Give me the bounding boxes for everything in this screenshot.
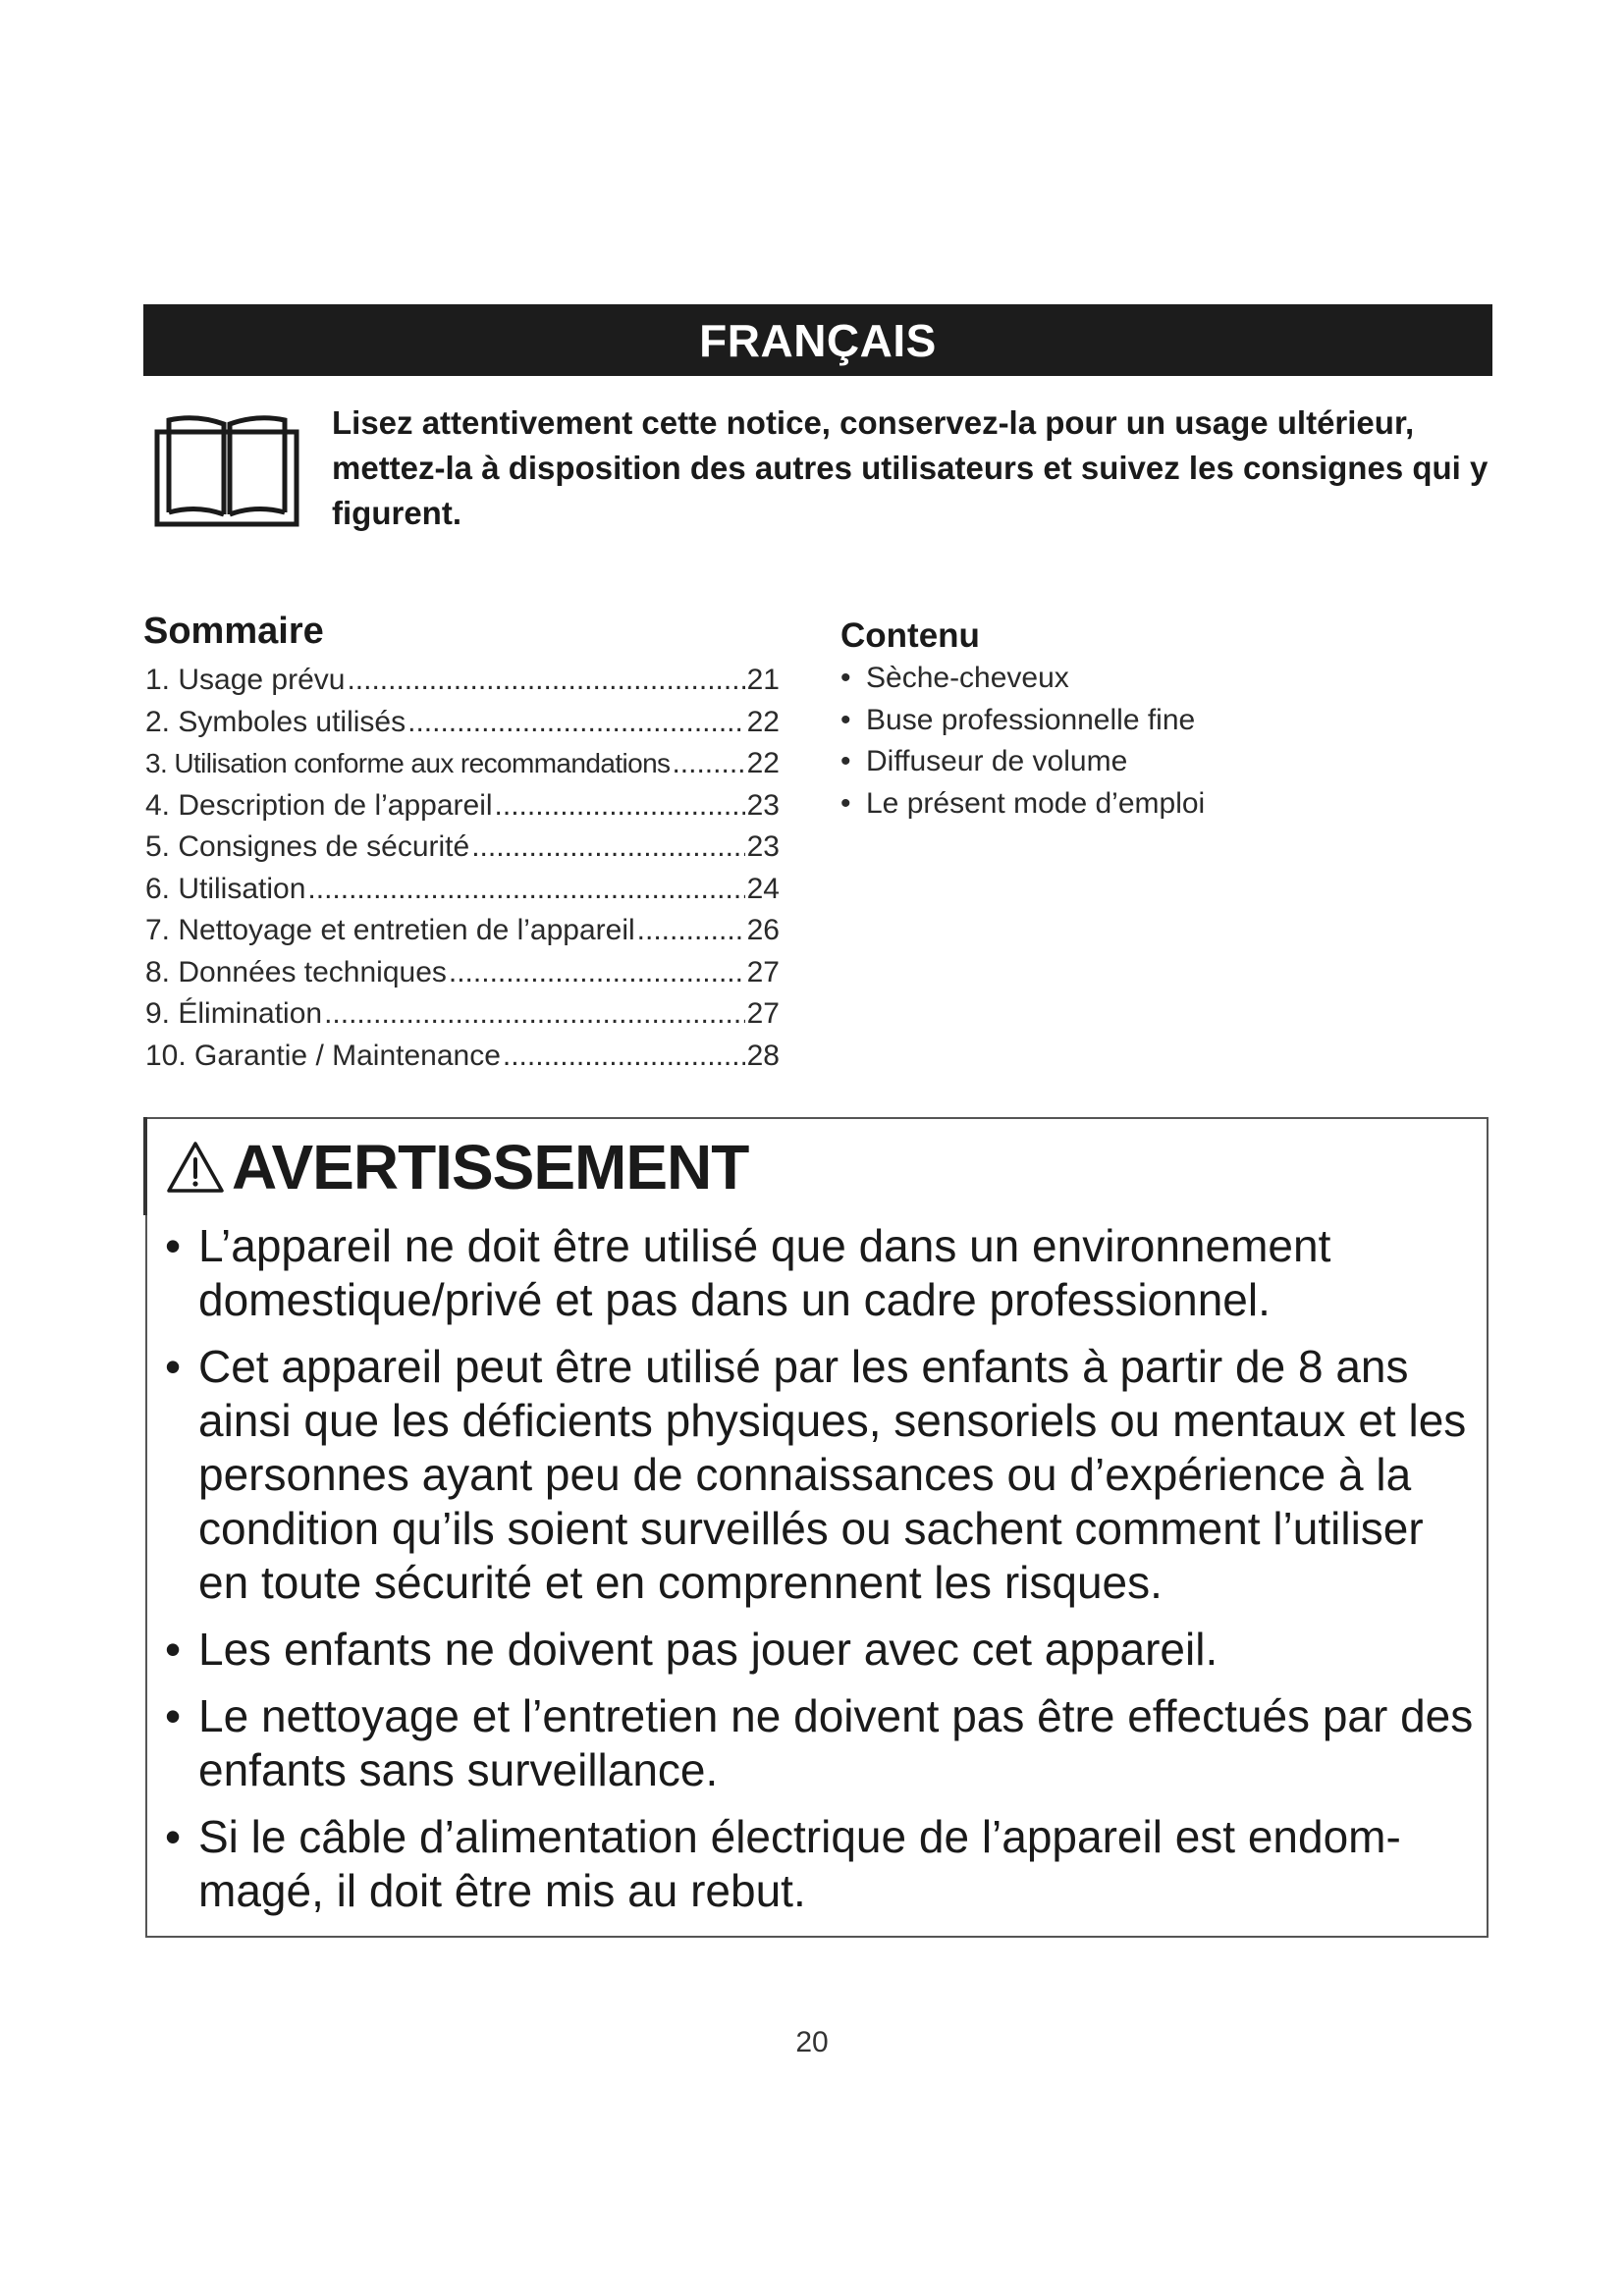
list-item: • Le présent mode d’emploi [840,783,1430,826]
toc-page: 23 [746,788,780,822]
language-header-bar [143,304,1492,376]
warning-item: • Le nettoyage et l’entretien ne doivent pas être effectués par des enfants sans surveillance. [165,1690,1474,1795]
warning-item: • L’appareil ne doit être utilisé que dans un environnement domestique/privé et pas dans un cadre professionnel. [165,1220,1331,1325]
warning-item: • Les enfants ne doivent pas jouer avec cet appareil. [165,1624,1218,1675]
contents-title: Contenu [840,616,980,655]
toc-label: 1. Usage prévu [145,664,346,696]
bullet-icon: • [165,1341,182,1392]
bullet-icon: • [840,786,851,820]
toc-label: 3. Utilisation conforme aux recommandations [145,748,671,778]
toc-row[interactable] [145,997,780,1040]
table-of-contents [145,664,780,1081]
toc-label: 4. Description de l’appareil [145,788,493,822]
toc-page: 22 [746,747,780,779]
toc-page: 27 [746,997,780,1030]
language-title: FRANÇAIS [699,314,937,366]
bullet-icon: • [840,662,851,694]
bullet-icon: • [165,1811,182,1862]
toc-row[interactable] [145,664,780,706]
toc-label: 8. Données techniques [145,955,447,988]
toc-row[interactable] [145,1040,780,1082]
toc-row[interactable] [145,873,780,915]
warning-list [165,1219,1481,1931]
open-book-icon [153,410,300,532]
bullet-icon: • [840,703,851,736]
toc-row[interactable] [145,914,780,956]
toc-label: 9. Élimination [145,997,323,1030]
intro-notice: Lisez attentivement cette notice, conservez-la pour un usage ultérieur, mettez-la à disposition des autres utilisateurs et suivez les consignes qui y figurent. [332,404,1489,531]
contents-list [840,658,1430,825]
page-number: 20 [795,2026,829,2058]
toc-row[interactable] [145,789,780,831]
toc-page: 21 [746,664,780,696]
toc-page: 26 [746,914,780,946]
toc-page: 22 [746,705,780,738]
toc-title: Sommaire [143,611,324,652]
list-item: • Sèche-cheveux [840,658,1430,700]
warning-item: • Si le câble d’alimentation électrique de l’appareil est endom-magé, il doit être mis au rebut. [165,1811,1401,1916]
warning-title [165,1131,748,1203]
toc-row[interactable] [145,747,780,789]
bullet-icon: • [165,1690,182,1741]
bullet-icon: • [840,745,851,777]
bullet-icon: • [165,1220,182,1271]
toc-label: 10. Garantie / Maintenance [145,1039,501,1072]
toc-row[interactable] [145,830,780,873]
bullet-icon: • [165,1624,182,1675]
warning-title-text: AVERTISSEMENT [232,1132,749,1202]
toc-label: 6. Utilisation [145,872,306,905]
list-item: • Diffuseur de volume [840,741,1430,783]
toc-page: 27 [746,955,780,988]
toc-page: 28 [746,1039,780,1072]
toc-row[interactable] [145,956,780,998]
list-item: • Buse professionnelle fine [840,700,1430,742]
toc-page: 24 [746,872,780,905]
toc-label: 5. Consignes de sécurité [145,830,470,863]
warning-box-accent [143,1117,147,1215]
toc-label: 7. Nettoyage et entretien de l’appareil [145,914,635,946]
warning-triangle-icon [165,1140,226,1195]
toc-page: 23 [746,830,780,863]
toc-label: 2. Symboles utilisés [145,705,406,738]
toc-row[interactable] [145,706,780,748]
warning-item: • Cet appareil peut être utilisé par les enfants à partir de 8 ans ainsi que les déficients physiques, sensoriels ou mentaux et les personnes ayant peu de connaissances ou d’expérience à la condition qu’ils soient surveillés ou sachent comment l’utiliser en toute sécurité et en comprennent les risques. [165,1341,1467,1608]
